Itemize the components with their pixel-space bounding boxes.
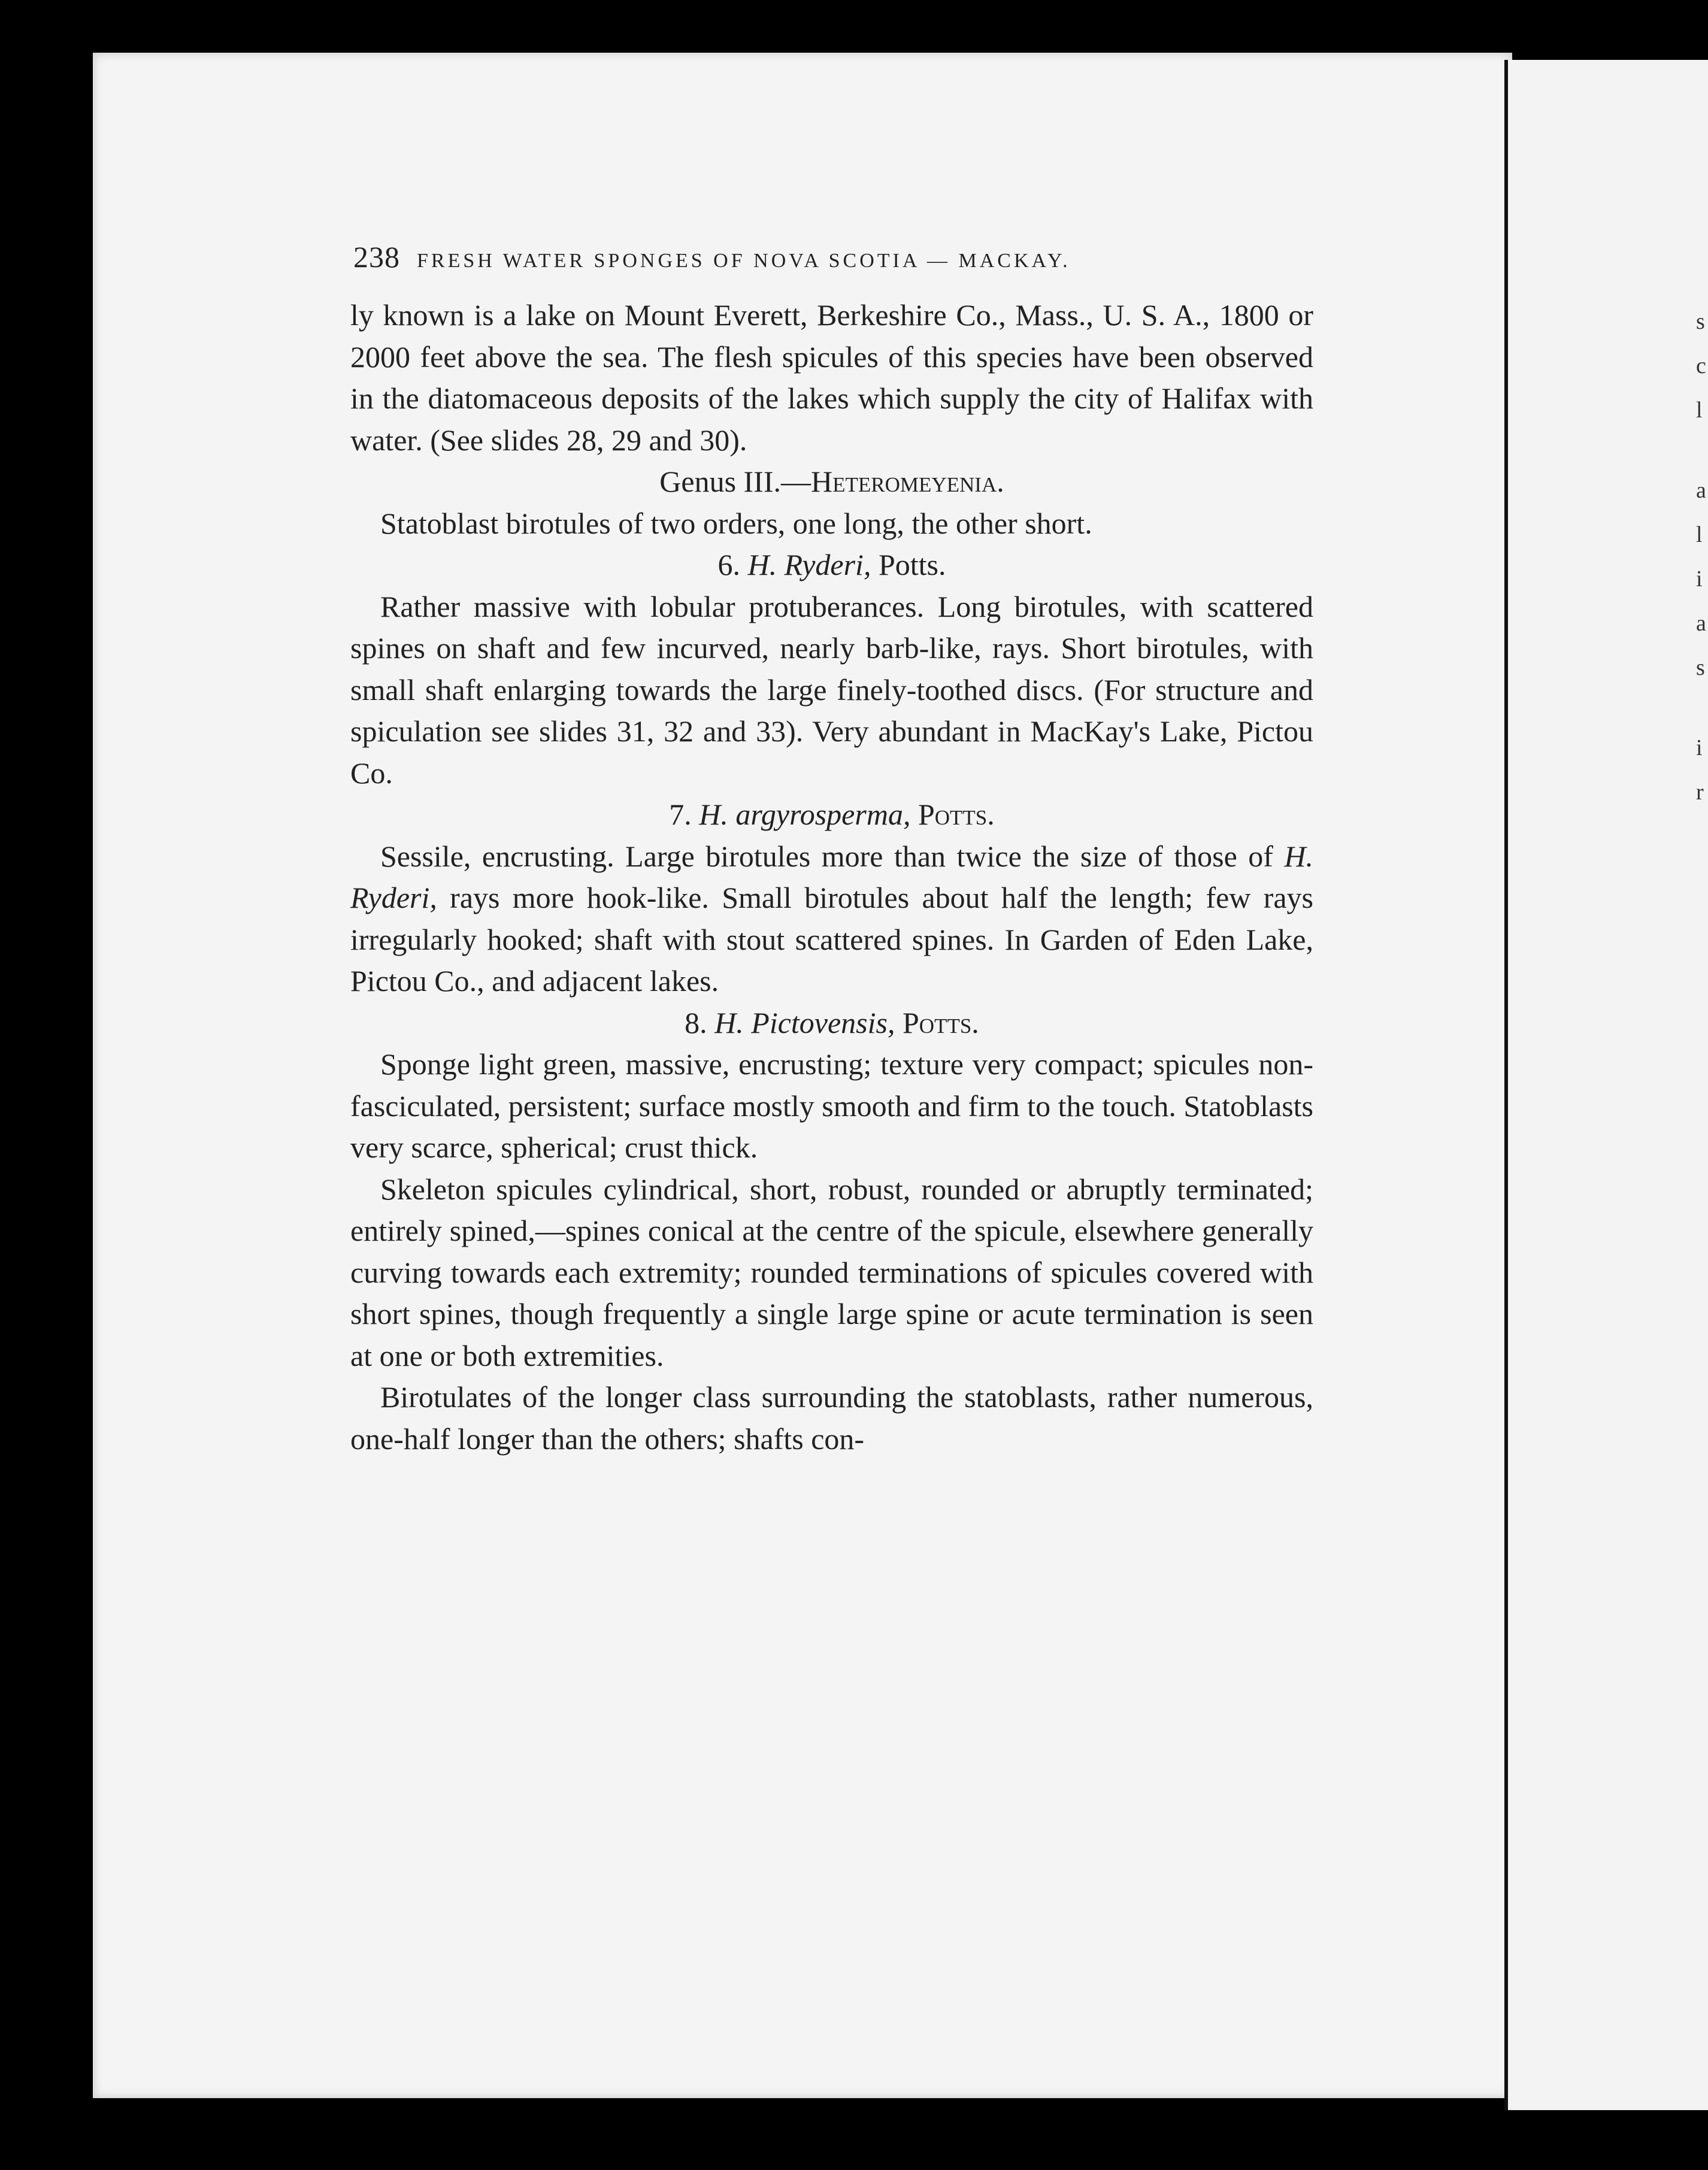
species-author: Potts. xyxy=(903,1005,979,1039)
species-author: Potts. xyxy=(917,798,995,831)
species-8-paragraph: Skeleton spicules cylindrical, short, robust, rounded or abruptly terminated; entirely spined,—spines conical at the centre of the spicule, elsewhere generally curving towards each extremity; rounded terminations of spicules covered with short spines, though frequently a single large spine or acute termination is seen at one or both extremities. xyxy=(350,1172,1313,1372)
fragment-char: c xyxy=(1696,353,1706,378)
fragment-char: i xyxy=(1696,735,1703,760)
desc-text: Sessile, encrusting. Large birotules more than twice the size of those of xyxy=(380,839,1285,873)
species-number: 7. xyxy=(669,798,692,831)
running-header xyxy=(353,240,1216,274)
fragment-char: s xyxy=(1696,309,1705,334)
fragment-char: a xyxy=(1696,478,1706,503)
genus-label: Genus III.— xyxy=(659,465,811,498)
page-body xyxy=(350,295,1313,1460)
genus-name: Heteromeyenia. xyxy=(810,465,1004,498)
fragment-char: r xyxy=(1696,780,1704,805)
species-heading-8 xyxy=(350,1002,1313,1044)
species-8-paragraph: Sponge light green, massive, encrusting; texture very compact; spicules non-fasciculated, persistent; surface mostly smooth and firm to the touch. Statoblasts very scarce, spherical; crust thick. xyxy=(350,1047,1313,1164)
genus-heading xyxy=(350,461,1313,503)
fragment-char: a xyxy=(1696,611,1706,636)
species-heading-6 xyxy=(350,544,1313,586)
species-name: H. argyrosperma, xyxy=(699,798,911,831)
fragment-char: i xyxy=(1696,566,1703,592)
species-name: H. Ryderi, xyxy=(747,548,871,581)
species-name: H. Pictovensis, xyxy=(714,1005,895,1039)
species-heading-7 xyxy=(350,794,1313,836)
species-number: 6. xyxy=(717,548,740,581)
desc-text: rays more hook-like. Small birotules about half the length; few rays irregularly hooked; shaft with stout scattered spines. In Garden of Eden Lake, Pictou Co., and adjacent lakes. xyxy=(350,881,1313,998)
running-title: FRESH WATER SPONGES OF NOVA SCOTIA — MACKAY. xyxy=(417,250,1071,272)
genus-definition: Statoblast birotules of two orders, one long, the other short. xyxy=(380,506,1092,540)
species-number: 8. xyxy=(685,1005,707,1039)
species-8-paragraph: Birotulates of the longer class surrounding the statoblasts, rather numerous, one-half longer than the others; shafts con- xyxy=(350,1380,1313,1456)
adjacent-page-edge xyxy=(1504,60,1708,2110)
fragment-char: l xyxy=(1696,398,1703,423)
page-number: 238 xyxy=(353,240,400,274)
species-author: Potts. xyxy=(878,548,946,581)
fragment-char: s xyxy=(1696,655,1705,680)
adjacent-page-text-fragments xyxy=(1696,299,1708,814)
species-7-description xyxy=(350,836,1313,1002)
species-6-description: Rather massive with lobular protuberances. Long birotules, with scattered spines on shaft and few incurved, nearly barb-like, rays. Short birotules, with small shaft enlarging towards the large finely-toothed discs. (For structure and spiculation see slides 31, 32 and 33). Very abundant in MacKay's Lake, Pictou Co. xyxy=(350,589,1313,790)
fragment-char: l xyxy=(1696,522,1703,547)
intro-paragraph: ly known is a lake on Mount Everett, Berkeshire Co., Mass., U. S. A., 1800 or 2000 feet above the sea. The flesh spicules of this species have been observed in the diatomaceous deposits of the lakes which supply the city of Halifax with water. (See slides 28, 29 and 30). xyxy=(350,298,1313,457)
desc-italic-name: H. Ryderi, xyxy=(350,839,1313,914)
